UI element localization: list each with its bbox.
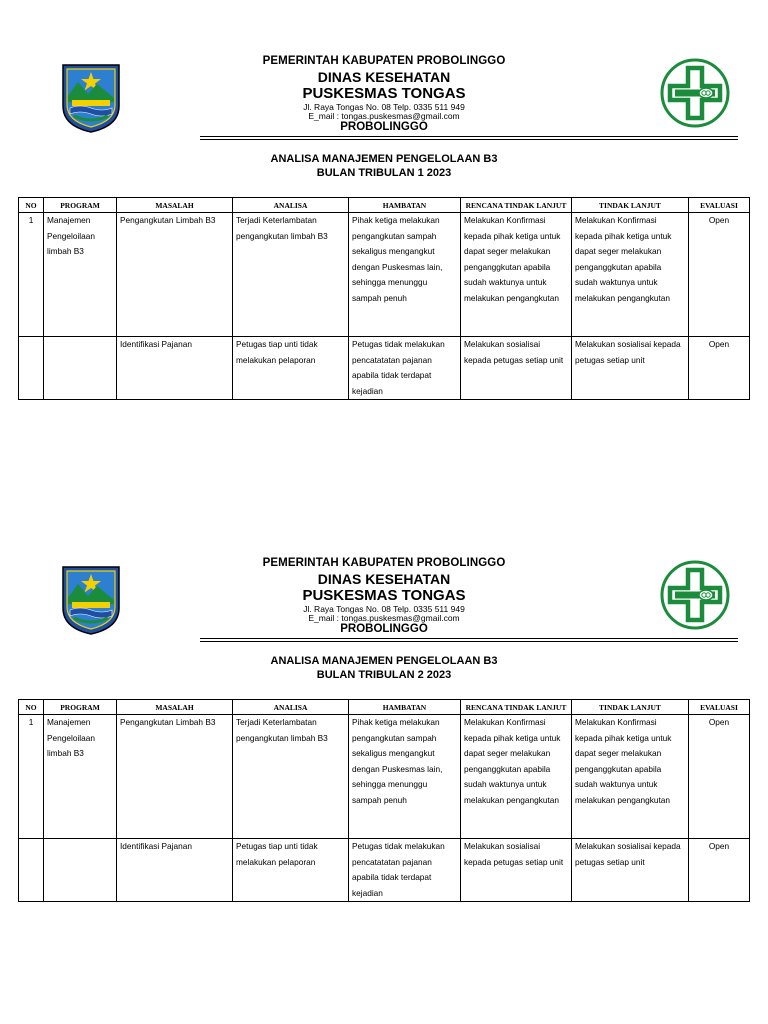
table-row <box>19 337 750 400</box>
address-line: Jl. Raya Tongas No. 08 Telp. 0335 511 949 <box>303 101 465 112</box>
cell-evaluasi: Open <box>689 839 750 902</box>
cell-hambatan: Petugas tidak melakukan pencatatatan pajanan apabila tidak terdapat kejadian <box>349 337 461 400</box>
table-row <box>19 839 750 902</box>
cell-tindak-lanjut: Melakukan Konfirmasi kepada pihak ketiga untuk dapat seger melakukan penganggkutan apabila sudah waktunya untuk melakukan pengangkutan <box>572 715 689 839</box>
city-name: PROBOLINGGO <box>340 622 428 635</box>
cell-masalah: Identifikasi Pajanan <box>117 337 233 400</box>
government-name: PEMERINTAH KABUPATEN PROBOLINGGO <box>262 55 506 67</box>
cell-hambatan: Pihak ketiga melakukan pengangkutan sampah sekaligus mengangkut dengan Puskesmas lain, sehingga menunggu sampah penuh <box>349 213 461 337</box>
cell-masalah: Pengangkutan Limbah B3 <box>117 213 233 337</box>
table-header-row <box>19 700 750 715</box>
cell-analisa: Petugas tiap unti tidak melakukan pelaporan <box>233 337 349 400</box>
report-title: ANALISA MANAJEMEN PENGELOLAAN B3 <box>270 153 498 165</box>
puskesmas-logo-icon <box>660 560 730 630</box>
institution-name: PUSKESMAS TONGAS <box>302 586 466 604</box>
column-header-hambatan: HAMBATAN <box>349 198 461 213</box>
cell-masalah: Pengangkutan Limbah B3 <box>117 715 233 839</box>
column-header-masalah: MASALAH <box>117 198 233 213</box>
cell-tindak-lanjut: Melakukan sosialisai kepada petugas setiap unit <box>572 337 689 400</box>
email-line: E_mail : tongas.puskesmas@gmail.com <box>308 111 460 121</box>
column-header-tindak-lanjut: TINDAK LANJUT <box>572 700 689 715</box>
column-header-program: PROGRAM <box>44 700 117 715</box>
institution-name: PUSKESMAS TONGAS <box>302 84 466 102</box>
column-header-evaluasi: EVALUASI <box>689 198 750 213</box>
cell-masalah: Identifikasi Pajanan <box>117 839 233 902</box>
regency-emblem-icon <box>60 62 122 134</box>
letterhead-rule <box>200 136 738 137</box>
city-name: PROBOLINGGO <box>340 120 428 133</box>
cell-evaluasi: Open <box>689 337 750 400</box>
table-row <box>19 213 750 337</box>
column-header-hambatan: HAMBATAN <box>349 700 461 715</box>
government-name: PEMERINTAH KABUPATEN PROBOLINGGO <box>262 557 506 569</box>
cell-tindak-lanjut: Melakukan Konfirmasi kepada pihak ketiga untuk dapat seger melakukan penganggkutan apabila sudah waktunya untuk melakukan pengangkutan <box>572 213 689 337</box>
table-row <box>19 715 750 839</box>
cell-rencana: Melakukan Konfirmasi kepada pihak ketiga untuk dapat seger melakukan penganggkutan apabila sudah waktunya untuk melakukan pengangkutan <box>461 715 572 839</box>
cell-program <box>44 839 117 902</box>
column-header-program: PROGRAM <box>44 198 117 213</box>
table-header-row <box>19 198 750 213</box>
cell-evaluasi: Open <box>689 213 750 337</box>
letterhead-text <box>200 558 568 635</box>
cell-rencana: Melakukan sosialisai kepada petugas setiap unit <box>461 337 572 400</box>
cell-analisa: Terjadi Keterlambatan pengangkutan limbah B3 <box>233 715 349 839</box>
puskesmas-logo-icon <box>660 58 730 128</box>
cell-program <box>44 337 117 400</box>
column-header-evaluasi: EVALUASI <box>689 700 750 715</box>
column-header-rencana: RENCANA TINDAK LANJUT <box>461 198 572 213</box>
agency-name: DINAS KESEHATAN <box>317 68 451 85</box>
letterhead-rule-thin <box>200 641 738 642</box>
report-title: ANALISA MANAJEMEN PENGELOLAAN B3 <box>270 655 498 667</box>
letterhead <box>0 554 768 649</box>
column-header-rencana: RENCANA TINDAK LANJUT <box>461 700 572 715</box>
cell-no <box>19 839 44 902</box>
analysis-table <box>18 197 750 400</box>
column-header-analisa: ANALISA <box>233 700 349 715</box>
address-line: Jl. Raya Tongas No. 08 Telp. 0335 511 949 <box>303 603 465 614</box>
cell-no: 1 <box>19 213 44 337</box>
column-header-analisa: ANALISA <box>233 198 349 213</box>
cell-evaluasi: Open <box>689 715 750 839</box>
regency-emblem-icon <box>60 564 122 636</box>
cell-rencana: Melakukan Konfirmasi kepada pihak ketiga untuk dapat seger melakukan penganggkutan apabila sudah waktunya untuk melakukan pengangkutan <box>461 213 572 337</box>
cell-rencana: Melakukan sosialisai kepada petugas setiap unit <box>461 839 572 902</box>
cell-no: 1 <box>19 715 44 839</box>
column-header-no: NO <box>19 700 44 715</box>
letterhead <box>0 52 768 147</box>
column-header-no: NO <box>19 198 44 213</box>
report-section-2 <box>0 554 768 898</box>
cell-no <box>19 337 44 400</box>
agency-name: DINAS KESEHATAN <box>317 570 451 587</box>
letterhead-rule <box>200 638 738 639</box>
report-section-1 <box>0 52 768 396</box>
letterhead-rule-thin <box>200 139 738 140</box>
analysis-table <box>18 699 750 902</box>
cell-hambatan: Pihak ketiga melakukan pengangkutan sampah sekaligus mengangkut dengan Puskesmas lain, sehingga menunggu sampah penuh <box>349 715 461 839</box>
cell-tindak-lanjut: Melakukan sosialisai kepada petugas setiap unit <box>572 839 689 902</box>
cell-program: Manajemen Pengeloilaan limbah B3 <box>44 213 117 337</box>
cell-analisa: Terjadi Keterlambatan pengangkutan limbah B3 <box>233 213 349 337</box>
report-period: BULAN TRIBULAN 2 2023 <box>316 669 452 681</box>
cell-hambatan: Petugas tidak melakukan pencatatatan pajanan apabila tidak terdapat kejadian <box>349 839 461 902</box>
cell-analisa: Petugas tiap unti tidak melakukan pelaporan <box>233 839 349 902</box>
report-period: BULAN TRIBULAN 1 2023 <box>316 167 452 179</box>
letterhead-text <box>200 56 568 133</box>
cell-program: Manajemen Pengeloilaan limbah B3 <box>44 715 117 839</box>
column-header-masalah: MASALAH <box>117 700 233 715</box>
column-header-tindak-lanjut: TINDAK LANJUT <box>572 198 689 213</box>
email-line: E_mail : tongas.puskesmas@gmail.com <box>308 613 460 623</box>
